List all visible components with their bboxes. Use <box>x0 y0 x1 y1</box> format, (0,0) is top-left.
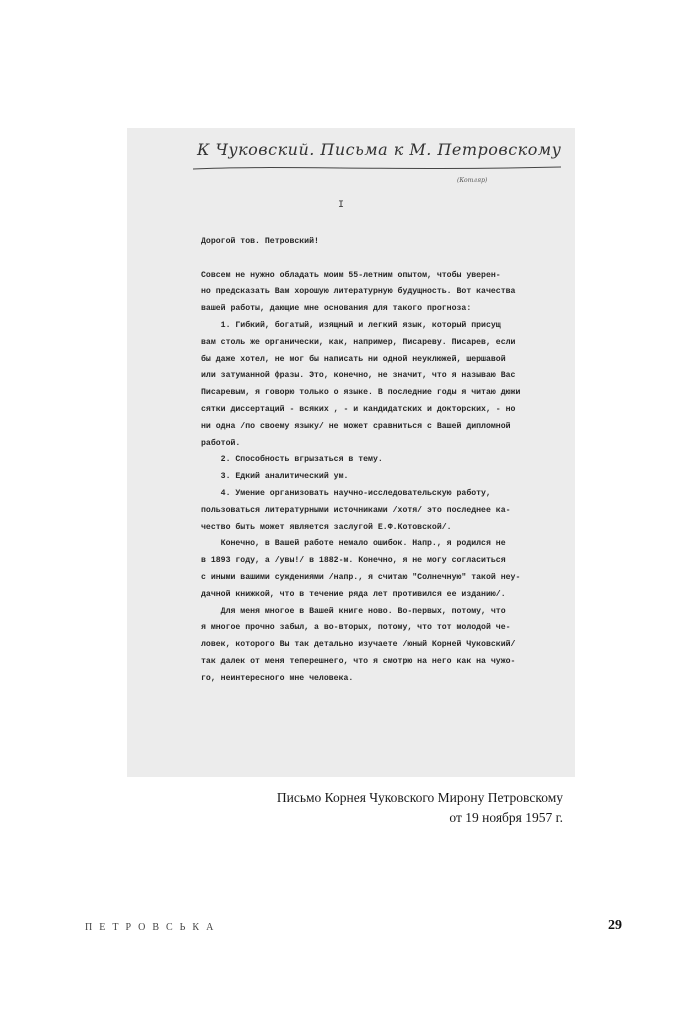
figure-caption <box>277 788 563 828</box>
letter-line: Совсем не нужно обладать моим 55-летним опытом, чтобы уверен- <box>201 270 501 280</box>
letter-line: ни одна /по своему языку/ не может сравниться с Вашей дипломной <box>201 421 511 431</box>
letter-line: сятки диссертаций - всяких , - и кандидатских и докторских, - но <box>201 404 516 414</box>
letter-line: я многое прочно забыл, а во-вторых, потому, что тот молодой че- <box>201 623 511 633</box>
letter-line: так далек от меня теперешнего, что я смотрю на него как на чужо- <box>201 656 516 666</box>
letter-line: вам столь же органически, как, например, Писареву. Писарев, если <box>201 337 516 347</box>
letter-line: Для меня многое в Вашей книге ново. Во-первых, потому, что <box>201 606 506 616</box>
letter-line: 1. Гибкий, богатый, изящный и легкий язык, который присущ <box>201 320 501 330</box>
handwritten-underline <box>191 164 563 172</box>
caption-line-2: от 19 ноября 1957 г. <box>449 810 563 825</box>
letter-line: 3. Едкий аналитический ум. <box>201 472 349 482</box>
letter-line: Конечно, в Вашей работе немало ошибок. Напр., я родился не <box>201 539 506 549</box>
letter-line: ловек, которого Вы так детально изучаете /юный Корней Чуковский/ <box>201 640 516 650</box>
letter-line: пользоваться литературными источниками /хотя/ это последнее ка- <box>201 505 511 515</box>
letter-lines <box>201 251 561 688</box>
page-number: 29 <box>608 918 622 933</box>
letter-line: дачной книжкой, что в течение ряда лет противился ее изданию/. <box>201 589 506 599</box>
letter-line: 4. Умение организовать научно-исследовательскую работу, <box>201 488 491 498</box>
section-numeral: I <box>338 200 345 211</box>
handwritten-note: (Котляр) <box>457 177 488 184</box>
caption-line-1: Письмо Корнея Чуковского Мирону Петровскому <box>276 790 563 805</box>
running-head: ПЕТРОВСЬКА <box>85 922 221 933</box>
letter-greeting: Дорогой тов. Петровский! <box>201 237 319 246</box>
handwritten-title: К Чуковский. Письма к М. Петровскому <box>197 140 562 159</box>
letter-line: с иными вашими суждениями /напр., я считаю "Солнечную" такой неу- <box>201 572 521 582</box>
letter-line: чество быть может является заслугой Е.Ф.Котовской/. <box>201 522 452 532</box>
letter-line <box>201 251 561 268</box>
letter-line: вашей работы, дающие мне основания для такого прогноза: <box>201 304 472 314</box>
letter-line: 2. Способность вгрызаться в тему. <box>201 455 383 465</box>
letter-line: работой. <box>201 438 241 448</box>
letter-line: в 1893 году, а /увы!/ в 1882-м. Конечно, я не могу согласиться <box>201 556 506 566</box>
letter-line: Писаревым, я говорю только о языке. В последние годы я читаю дюжи <box>201 388 521 398</box>
letter-line: но предсказать Вам хорошую литературную будущность. Вот качества <box>201 287 516 297</box>
typed-letter-body <box>201 234 561 688</box>
letter-line: бы даже хотел, не мог бы написать ни одной неуклюжей, шершавой <box>201 354 506 364</box>
letter-line: или затуманной фразы. Это, конечно, не значит, что я называю Вас <box>201 371 516 381</box>
letter-line: го, неинтересного мне человека. <box>201 673 354 683</box>
letter-scan <box>127 128 575 777</box>
